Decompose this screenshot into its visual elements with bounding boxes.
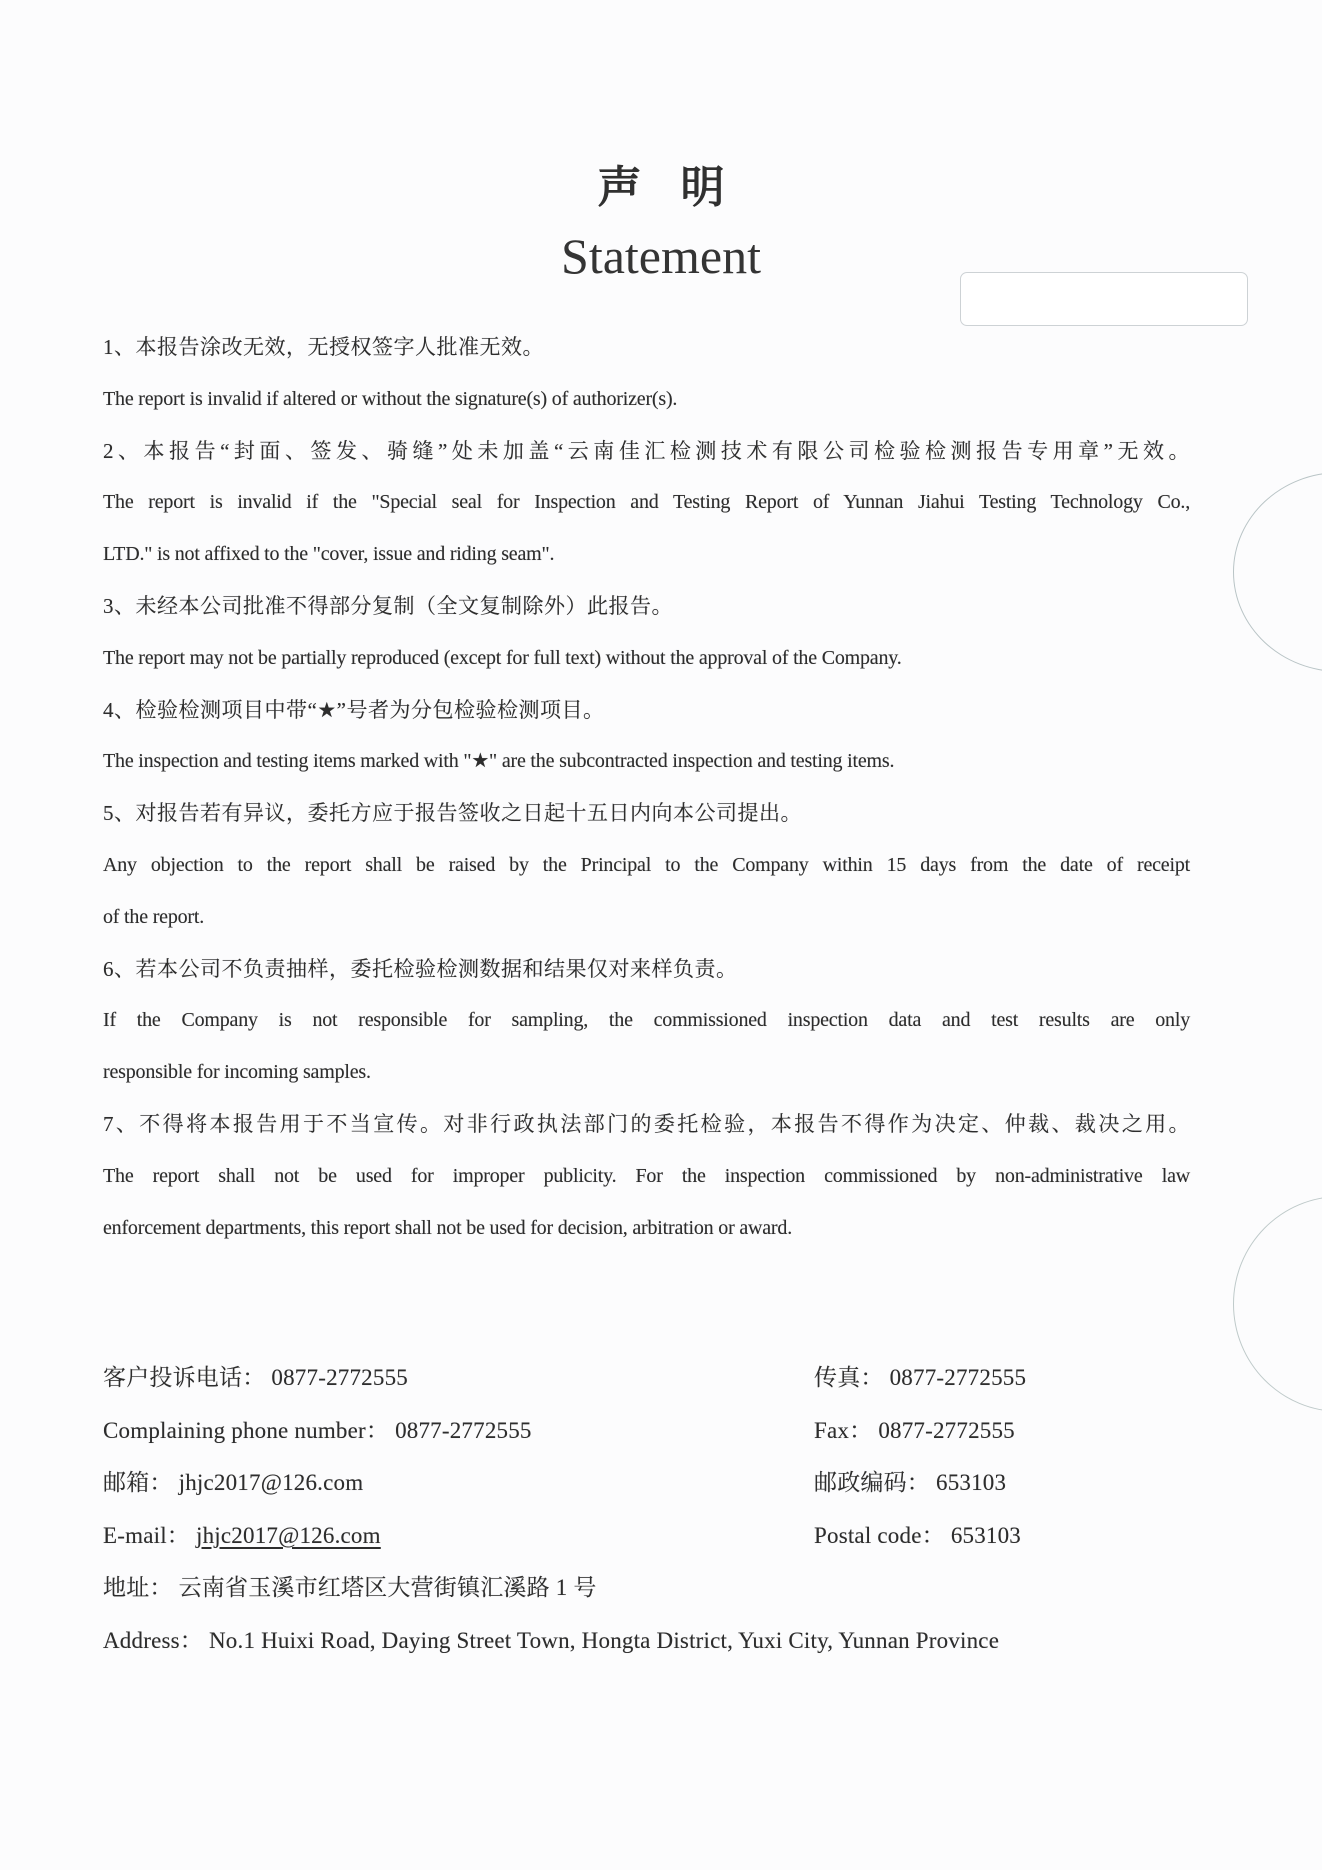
scan-arc-artifact-middle: [1233, 472, 1322, 672]
email-value-en: jhjc2017@126.com: [196, 1522, 381, 1548]
complaint-phone-value-en: 0877-2772555: [395, 1417, 532, 1443]
statement-body: [103, 322, 1190, 1254]
statement-item-2-cn: 2、本报告“封面、签发、骑缝”处未加盖“云南佳汇检测技术有限公司检验检测报告专用章”无效。: [103, 438, 1190, 463]
blank-label-box: [960, 272, 1248, 326]
statement-item-7-cn: 7、不得将本报告用于不当宣传。对非行政执法部门的委托检验，本报告不得作为决定、仲裁、裁决之用。: [103, 1111, 1190, 1136]
address-row-cn: [103, 1562, 803, 1615]
statement-item-2-en-line2: LTD." is not affixed to the "cover, issue and riding seam".: [103, 543, 555, 566]
statement-item-7-en-line2: enforcement departments, this report shall not be used for decision, arbitration or award.: [103, 1216, 792, 1239]
complaint-phone-row-en: [103, 1405, 803, 1458]
address-value-cn: 云南省玉溪市红塔区大营街镇汇溪路 1 号: [178, 1575, 597, 1601]
email-row-cn: [103, 1457, 803, 1510]
fax-label-cn: 传真：: [814, 1365, 884, 1390]
email-label-cn: 邮箱：: [103, 1470, 173, 1496]
page-title-english: Statement: [561, 228, 761, 284]
postal-code-label-en: Postal code：: [814, 1522, 945, 1548]
statement-item-3-en: The report may not be partially reproduced (except for full text) without the approval of the Company.: [103, 646, 902, 669]
statement-item-4-cn: 4、检验检测项目中带“★”号者为分包检验检测项目。: [103, 697, 605, 722]
postal-code-value-en: 653103: [950, 1522, 1022, 1548]
fax-value-cn: 0877-2772555: [889, 1365, 1027, 1390]
page-title-chinese: 声 明: [597, 163, 739, 212]
address-row-en: [103, 1615, 1000, 1668]
statement-item-5-en-line2: of the report.: [103, 905, 205, 928]
statement-item-6-en-line1: If the Company is not responsible for sampling, the commissioned inspection data and test results are only: [103, 1009, 1190, 1032]
statement-item-1-cn: 1、本报告涂改无效，无授权签字人批准无效。: [103, 335, 544, 359]
complaint-phone-row-cn: [103, 1352, 803, 1405]
statement-item-6-en-line2: responsible for incoming samples.: [103, 1061, 371, 1084]
fax-row-cn: [814, 1352, 1294, 1405]
complaint-phone-value-cn: 0877-2772555: [271, 1365, 408, 1390]
address-value-en: No.1 Huixi Road, Daying Street Town, Hongta District, Yuxi City, Yunnan Province: [208, 1627, 1000, 1653]
complaint-phone-label-en: Complaining phone number：: [103, 1417, 390, 1443]
contact-block-right: [814, 1352, 1294, 1562]
statement-item-5-cn: 5、对报告若有异议，委托方应于报告签收之日起十五日内向本公司提出。: [103, 801, 802, 826]
address-label-en: Address：: [103, 1627, 203, 1653]
statement-item-4-en: The inspection and testing items marked with "★" are the subcontracted inspection and testing items.: [103, 750, 895, 773]
address-label-cn: 地址：: [103, 1575, 173, 1601]
email-value-cn: jhjc2017@126.com: [178, 1470, 364, 1496]
postal-code-value-cn: 653103: [936, 1470, 1007, 1496]
postal-code-row-cn: [814, 1457, 1294, 1510]
postal-code-label-cn: 邮政编码：: [814, 1470, 930, 1496]
fax-value-en: 0877-2772555: [878, 1417, 1015, 1443]
statement-item-2-en-line1: The report is invalid if the "Special seal for Inspection and Testing Report of Yunnan Jiahui Testing Technology Co.,: [103, 491, 1190, 514]
statement-item-1-en: The report is invalid if altered or without the signature(s) of authorizer(s).: [103, 387, 678, 410]
statement-item-6-cn: 6、若本公司不负责抽样，委托检验检测数据和结果仅对来样负责。: [103, 956, 738, 981]
email-label-en: E-mail：: [103, 1522, 190, 1548]
fax-row-en: [814, 1405, 1294, 1458]
statement-item-5-en-line1: Any objection to the report shall be raised by the Principal to the Company within 15 days from the date of receipt: [103, 853, 1190, 876]
postal-code-row-en: [814, 1510, 1294, 1563]
statement-item-3-cn: 3、未经本公司批准不得部分复制（全文复制除外）此报告。: [103, 593, 673, 618]
fax-label-en: Fax：: [814, 1417, 873, 1443]
statement-item-7-en-line1: The report shall not be used for improper publicity. For the inspection commissioned by non-administrative law: [103, 1164, 1190, 1187]
email-row-en: [103, 1510, 803, 1563]
complaint-phone-label-cn: 客户投诉电话：: [103, 1365, 266, 1390]
